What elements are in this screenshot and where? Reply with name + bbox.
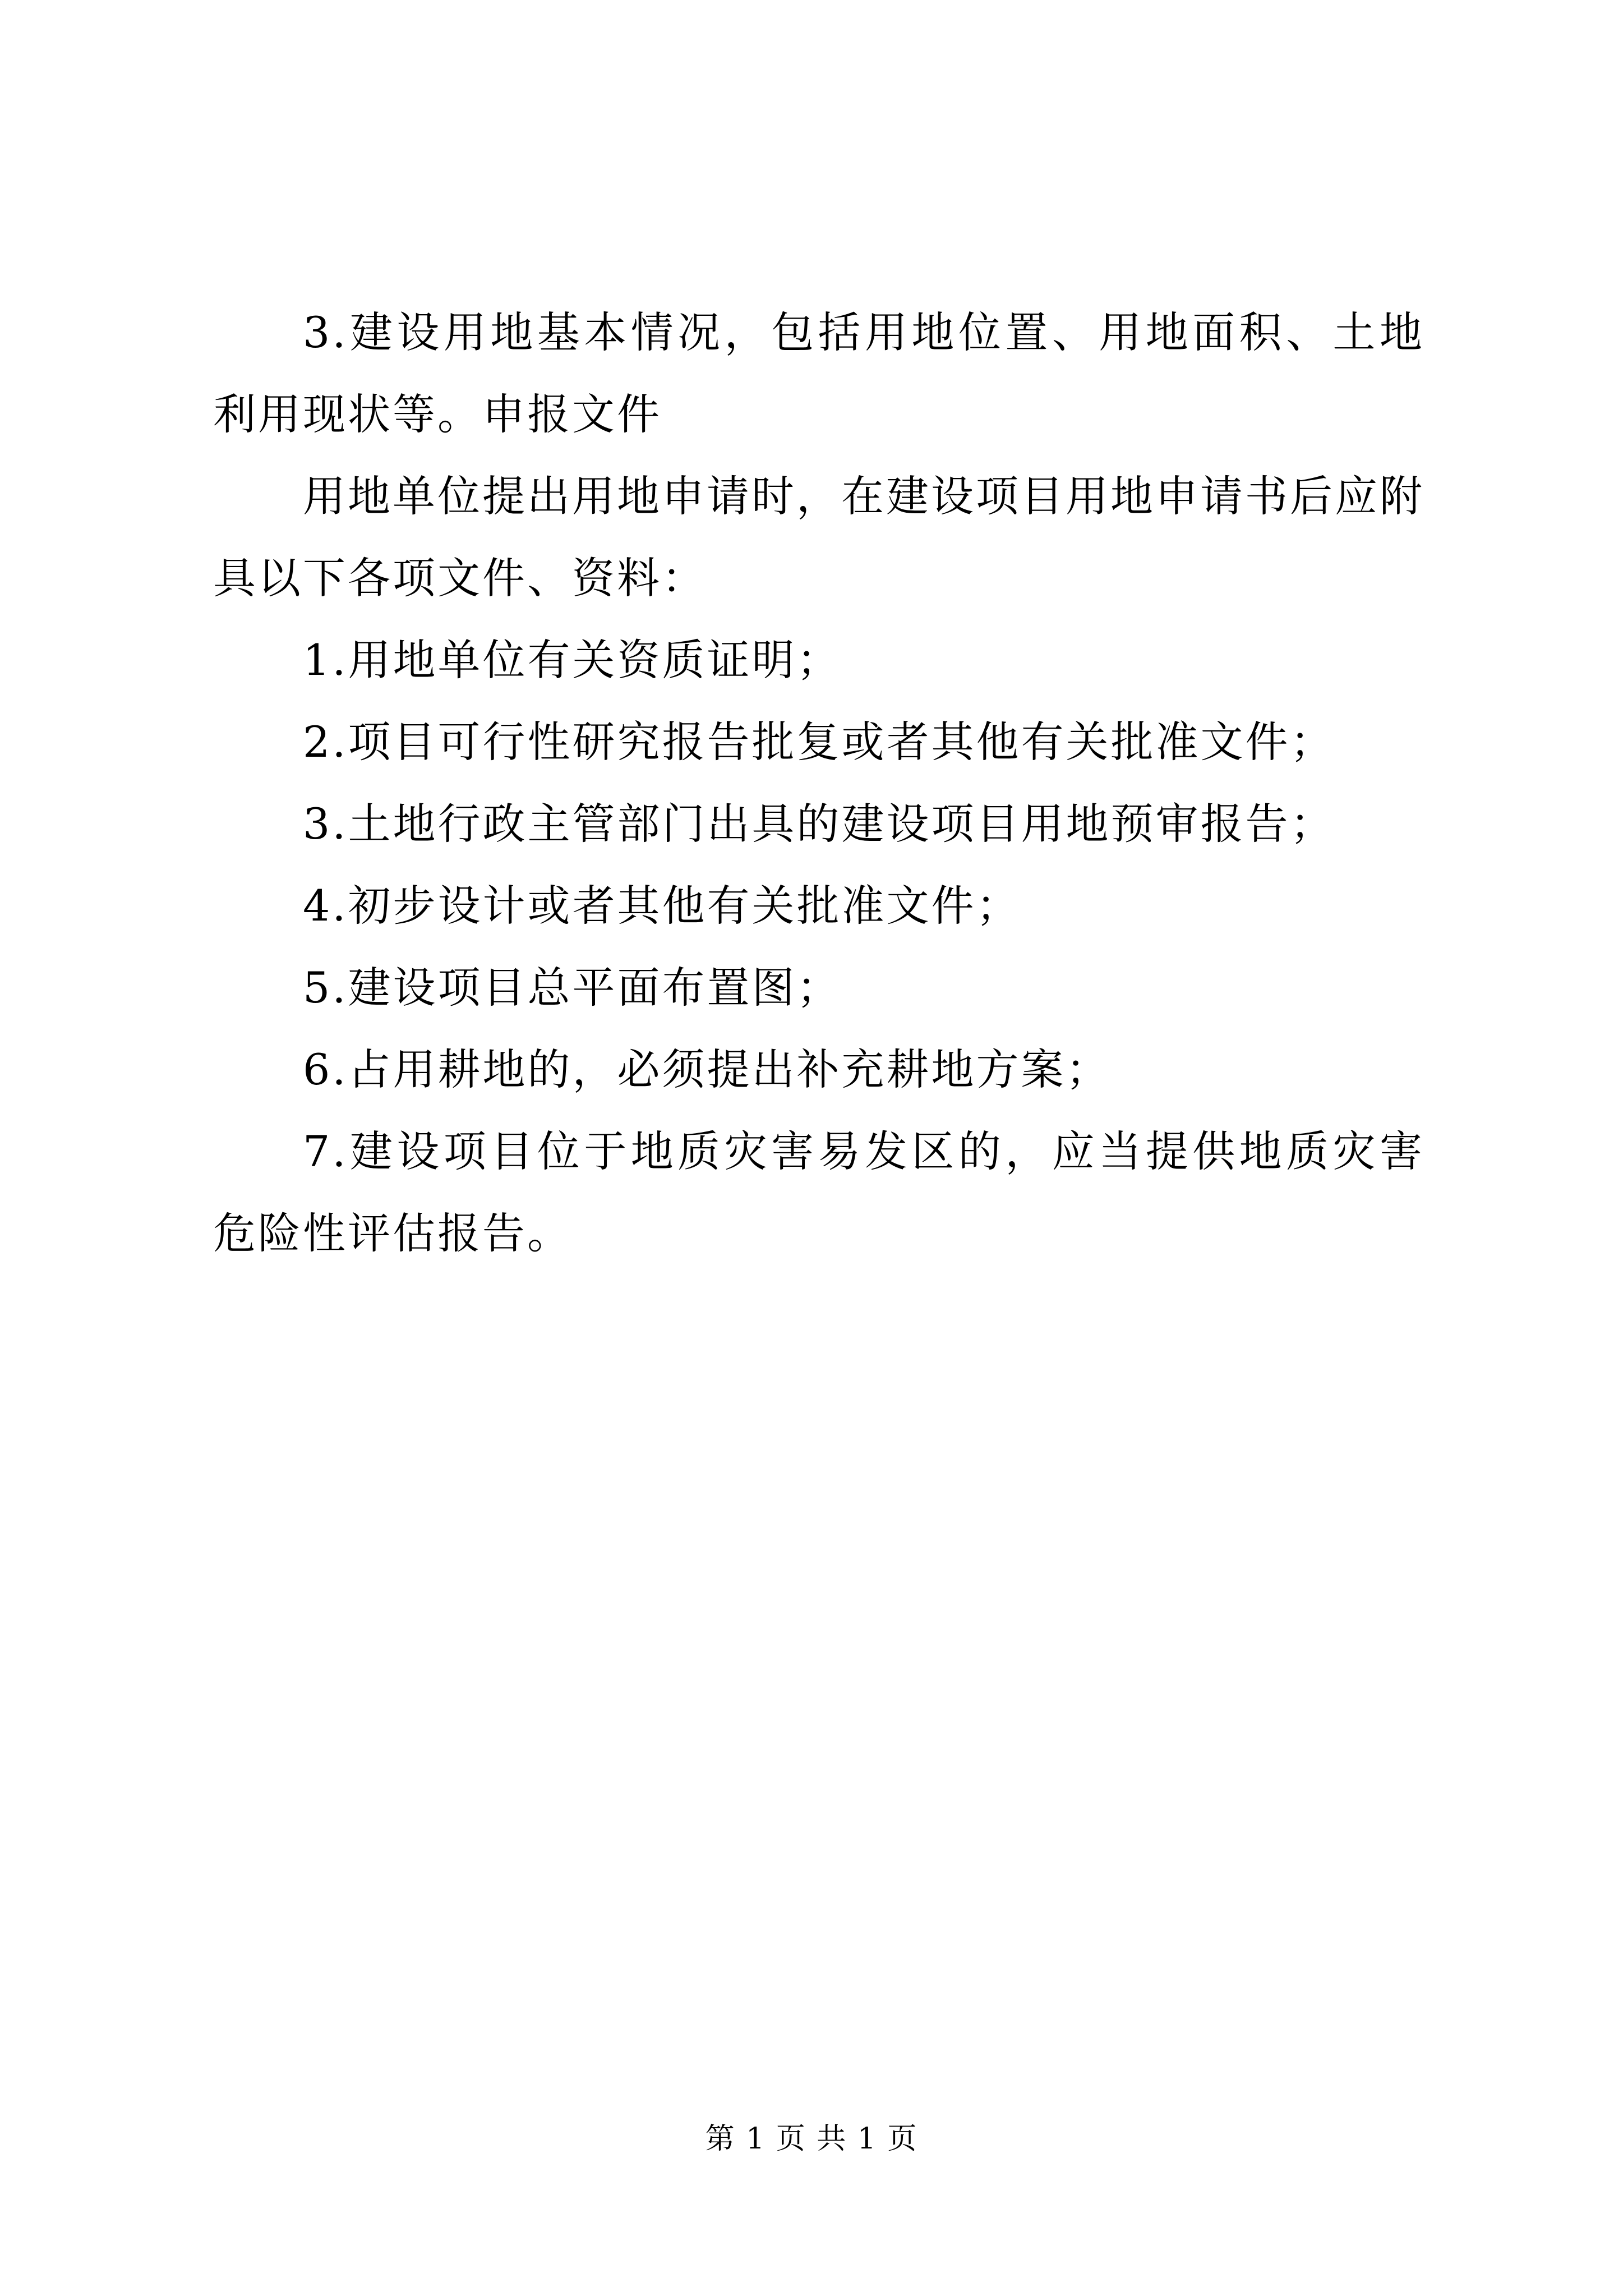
list-item-qualification: 1.用地单位有关资质证明； [303,635,842,685]
list-item-preliminary-design: 4.初步设计或者其他有关批准文件； [303,881,1021,931]
list-item-feasibility-approval: 2.项目可行性研究报告批复或者其他有关批准文件； [303,717,1335,767]
list-item-pre-review-report: 3.土地行政主管部门出具的建设项目用地预审报告； [303,799,1335,849]
paragraph-application-intro: 用地单位提出用地申请时，在建设项目用地申请书后应附具以下各项文件、资料： [213,471,1424,603]
page-number-footer: 第 1 页 共 1 页 [705,2122,918,2156]
document-body [213,292,1424,1274]
list-item-geohazard-assessment: 7.建设项目位于地质灾害易发区的，应当提供地质灾害危险性评估报告。 [213,1126,1424,1258]
list-item-farmland-compensation: 6.占用耕地的，必须提出补充耕地方案； [303,1045,1111,1094]
paragraph-land-basic-info: 3.建设用地基本情况，包括用地位置、用地面积、土地利用现状等。申报文件 [213,307,1424,439]
list-item-site-plan: 5.建设项目总平面布置图； [303,963,842,1013]
